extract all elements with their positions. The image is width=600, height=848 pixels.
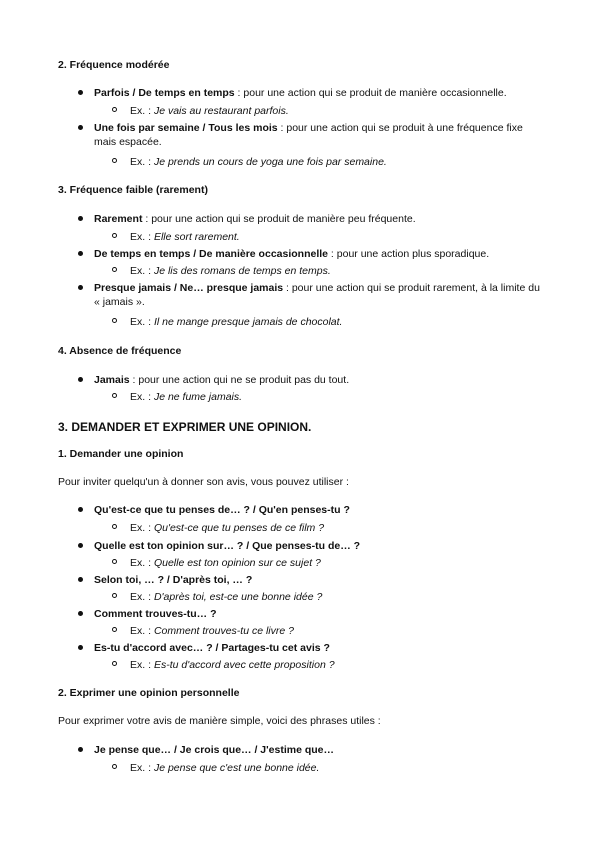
bullet-icon xyxy=(78,645,83,650)
bullet-icon xyxy=(78,611,83,616)
intro-demander: Pour inviter quelqu'un à donner son avis, vous pouvez utiliser : xyxy=(58,476,349,488)
list-item: De temps en temps / De manière occasionnelle : pour une action plus sporadique. xyxy=(94,247,544,261)
list-item: Comment trouves-tu… ? xyxy=(94,607,544,621)
circle-bullet-icon xyxy=(112,107,117,112)
example-item: Ex. : Es-tu d'accord avec cette proposition ? xyxy=(130,658,550,672)
bullet-icon xyxy=(78,507,83,512)
example-item: Ex. : Je vais au restaurant parfois. xyxy=(130,104,550,118)
circle-bullet-icon xyxy=(112,627,117,632)
main-heading-opinion: 3. DEMANDER ET EXPRIMER UNE OPINION. xyxy=(58,420,312,434)
example-item: Ex. : D'après toi, est-ce une bonne idée ? xyxy=(130,590,550,604)
bullet-icon xyxy=(78,377,83,382)
list-item: Rarement : pour une action qui se produit de manière peu fréquente. xyxy=(94,212,544,226)
heading-exprimer-opinion: 2. Exprimer une opinion personnelle xyxy=(58,687,240,699)
heading-frequence-faible: 3. Fréquence faible (rarement) xyxy=(58,184,208,196)
list-item: Es-tu d'accord avec… ? / Partages-tu cet avis ? xyxy=(94,641,544,655)
list-item: Une fois par semaine / Tous les mois : pour une action qui se produit à une fréquence fixe mais espacée. xyxy=(94,121,544,149)
bullet-icon xyxy=(78,125,83,130)
circle-bullet-icon xyxy=(112,524,117,529)
list-item: Jamais : pour une action qui ne se produit pas du tout. xyxy=(94,373,544,387)
circle-bullet-icon xyxy=(112,158,117,163)
circle-bullet-icon xyxy=(112,593,117,598)
heading-frequence-moderee: 2. Fréquence modérée xyxy=(58,59,170,71)
bullet-icon xyxy=(78,747,83,752)
example-item: Ex. : Quelle est ton opinion sur ce sujet ? xyxy=(130,556,550,570)
example-item: Ex. : Je pense que c'est une bonne idée. xyxy=(130,761,550,775)
heading-absence-frequence: 4. Absence de fréquence xyxy=(58,345,182,357)
circle-bullet-icon xyxy=(112,393,117,398)
circle-bullet-icon xyxy=(112,764,117,769)
intro-exprimer: Pour exprimer votre avis de manière simple, voici des phrases utiles : xyxy=(58,715,381,727)
bullet-icon xyxy=(78,577,83,582)
list-item: Quelle est ton opinion sur… ? / Que penses-tu de… ? xyxy=(94,539,544,553)
list-item: Qu'est-ce que tu penses de… ? / Qu'en penses-tu ? xyxy=(94,503,544,517)
bullet-icon xyxy=(78,543,83,548)
example-item: Ex. : Elle sort rarement. xyxy=(130,230,550,244)
list-item: Je pense que… / Je crois que… / J'estime que… xyxy=(94,743,544,757)
list-item: Parfois / De temps en temps : pour une action qui se produit de manière occasionnelle. xyxy=(94,86,544,100)
example-item: Ex. : Il ne mange presque jamais de chocolat. xyxy=(130,315,550,329)
bullet-icon xyxy=(78,90,83,95)
example-item: Ex. : Je lis des romans de temps en temps. xyxy=(130,264,550,278)
circle-bullet-icon xyxy=(112,318,117,323)
example-item: Ex. : Qu'est-ce que tu penses de ce film ? xyxy=(130,521,550,535)
circle-bullet-icon xyxy=(112,559,117,564)
list-item: Presque jamais / Ne… presque jamais : pour une action qui se produit rarement, à la limite du « jamais ». xyxy=(94,281,544,309)
circle-bullet-icon xyxy=(112,267,117,272)
heading-demander-opinion: 1. Demander une opinion xyxy=(58,448,184,460)
bullet-icon xyxy=(78,216,83,221)
list-item: Selon toi, … ? / D'après toi, … ? xyxy=(94,573,544,587)
example-item: Ex. : Je prends un cours de yoga une fois par semaine. xyxy=(130,155,550,169)
circle-bullet-icon xyxy=(112,661,117,666)
bullet-icon xyxy=(78,285,83,290)
circle-bullet-icon xyxy=(112,233,117,238)
bullet-icon xyxy=(78,251,83,256)
example-item: Ex. : Je ne fume jamais. xyxy=(130,390,550,404)
example-item: Ex. : Comment trouves-tu ce livre ? xyxy=(130,624,550,638)
